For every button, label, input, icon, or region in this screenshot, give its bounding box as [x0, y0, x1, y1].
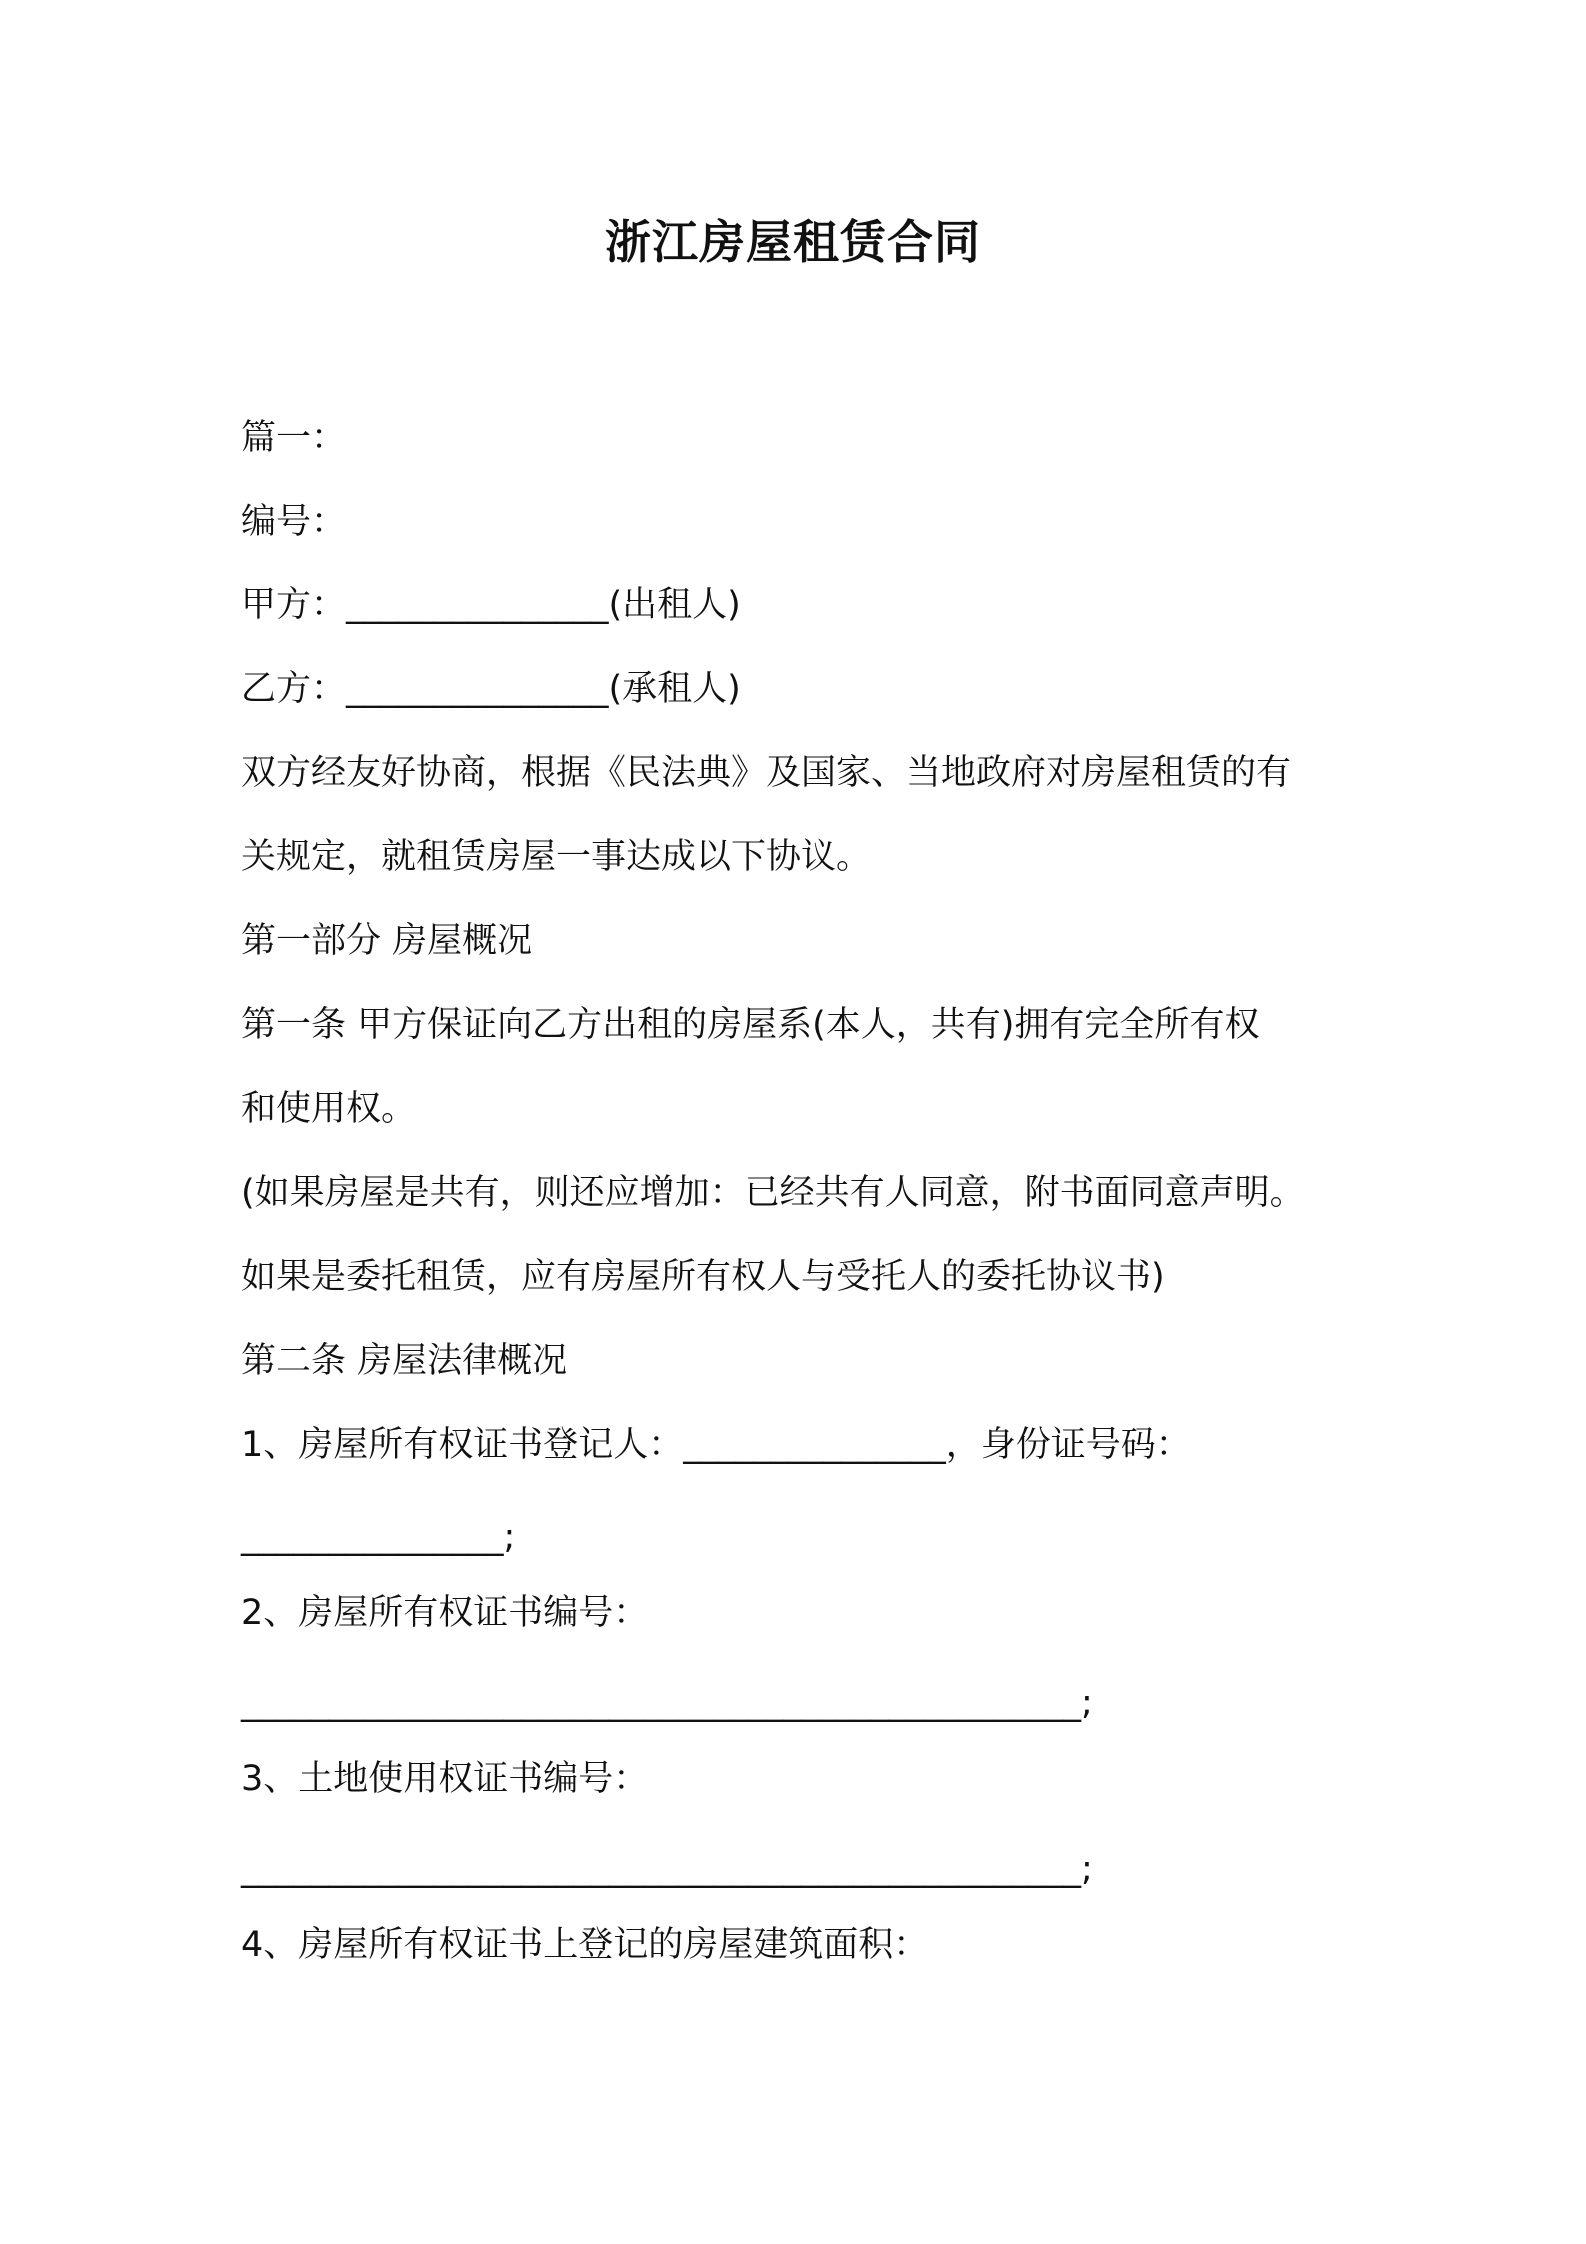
party-a-line: 甲方：_______________(出租人) [241, 585, 741, 625]
document-title: 浙江房屋租赁合同 [605, 215, 981, 269]
party-b-line: 乙方：_______________(承租人) [241, 669, 741, 709]
article-one-line-2: 和使用权。 [241, 1089, 417, 1129]
item-3-blank-line: ________________________________________________; [241, 1849, 1093, 1889]
item-2-blank-line: ________________________________________________; [241, 1683, 1093, 1723]
section-heading: 篇一： [241, 418, 347, 458]
note-line-1: (如果房屋是共有，则还应增加：已经共有人同意，附书面同意声明。 [241, 1173, 1305, 1213]
part-one-heading: 第一部分 房屋概况 [241, 921, 533, 961]
preamble-line-1: 双方经友好协商，根据《民法典》及国家、当地政府对房屋租赁的有 [241, 753, 1292, 793]
article-one-line-1: 第一条 甲方保证向乙方出租的房屋系(本人，共有)拥有完全所有权 [241, 1005, 1260, 1045]
item-4-line: 4、房屋所有权证书上登记的房屋建筑面积： [241, 1925, 929, 1965]
contract-number-line: 编号： [241, 502, 347, 542]
preamble-line-2: 关规定，就租赁房屋一事达成以下协议。 [241, 837, 872, 877]
item-1-blank-line: _______________; [241, 1517, 516, 1557]
item-3-line: 3、土地使用权证书编号： [241, 1759, 649, 1799]
item-2-line: 2、房屋所有权证书编号： [241, 1593, 649, 1633]
item-1-line: 1、房屋所有权证书登记人：_______________，身份证号码： [241, 1425, 1191, 1465]
note-line-2: 如果是委托租赁，应有房屋所有权人与受托人的委托协议书) [241, 1257, 1165, 1297]
article-two-heading: 第二条 房屋法律概况 [241, 1341, 568, 1381]
